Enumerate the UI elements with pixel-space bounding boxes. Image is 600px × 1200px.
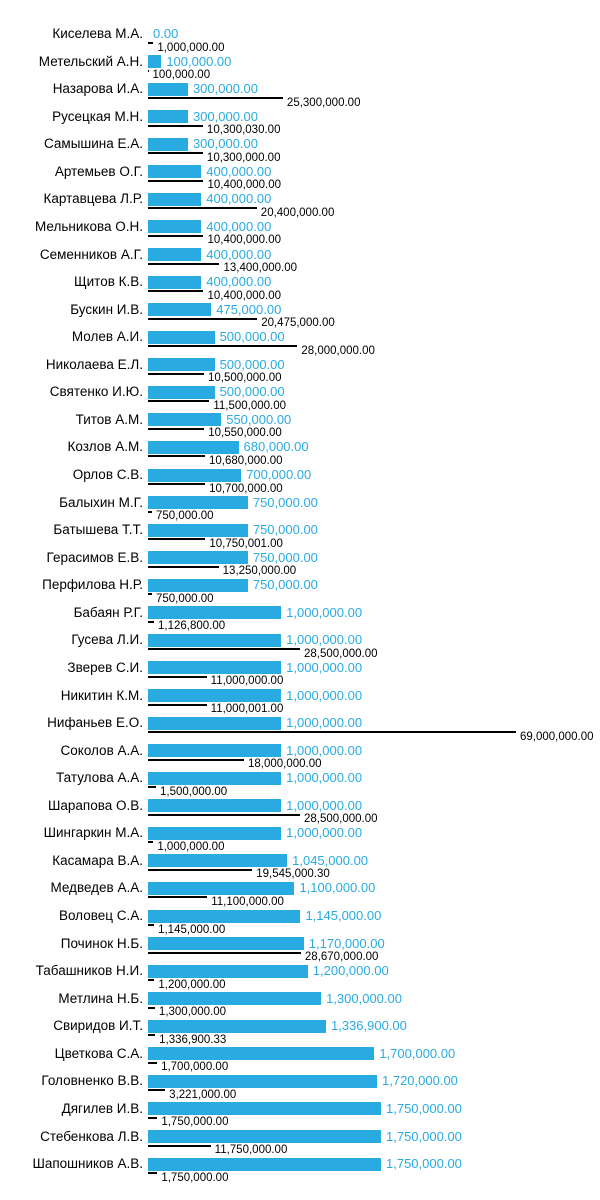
row-name-label: Гусева Л.И. (71, 632, 143, 648)
bar-value-label: 100,000.00 (166, 53, 232, 69)
row-name-label: Дягилев И.В. (61, 1100, 143, 1116)
bar-value-label: 1,000,000.00 (286, 797, 363, 813)
rule-value-label: 1,200,000.00 (158, 978, 226, 991)
rule-line (148, 924, 154, 926)
bar-value-label: 750,000.00 (252, 522, 318, 538)
rule-line (148, 676, 207, 678)
rule-line (148, 152, 203, 154)
row-name-label: Починок Н.Б. (60, 935, 143, 951)
chart-row (0, 248, 600, 276)
chart-row (0, 275, 600, 303)
bar (148, 220, 201, 233)
chart-row (0, 1130, 600, 1158)
bar-value-label: 1,000,000.00 (286, 687, 363, 703)
bar (148, 303, 211, 316)
rule-line (148, 841, 153, 843)
bar (148, 965, 308, 978)
rule-value-label: 25,300,000.00 (286, 96, 361, 109)
chart-row (0, 633, 600, 661)
chart-row (0, 358, 600, 386)
row-name-label: Титов А.М. (75, 411, 143, 427)
row-name-label: Никитин К.М. (60, 687, 143, 703)
row-name-label: Щитов К.В. (73, 274, 143, 290)
chart-row (0, 689, 600, 717)
rule-value-label: 100,000.00 (152, 69, 211, 82)
row-name-label: Стебенкова Л.В. (40, 1128, 143, 1144)
chart-row (0, 330, 600, 358)
chart-row (0, 964, 600, 992)
bar-value-label: 400,000.00 (206, 218, 272, 234)
bar-value-label: 1,336,900.00 (330, 1018, 407, 1034)
rule-line (148, 483, 205, 485)
rule-value-label: 750,000.00 (156, 592, 214, 605)
rule-line (148, 235, 203, 237)
rule-line (148, 1007, 155, 1009)
rule-line (148, 979, 154, 981)
chart-row (0, 854, 600, 882)
bar-value-label: 1,720,000.00 (382, 1073, 458, 1089)
bar-value-label: 1,000,000.00 (286, 604, 363, 620)
bar (148, 1075, 377, 1088)
row-name-label: Соколов А.А. (60, 742, 143, 758)
rule-value-label: 10,700,000.00 (209, 482, 283, 495)
bar (148, 937, 304, 950)
rule-line (148, 70, 149, 72)
bar-value-label: 750,000.00 (252, 549, 318, 565)
chart-row (0, 937, 600, 965)
bar (148, 138, 188, 151)
bar-value-label: 400,000.00 (206, 163, 272, 179)
rule-value-label: 1,700,000.00 (161, 1061, 229, 1074)
rule-value-label: 10,300,000.00 (206, 151, 281, 164)
rule-value-label: 28,500,000.00 (304, 647, 378, 660)
rule-line (148, 1062, 157, 1064)
bar-value-label: 400,000.00 (206, 246, 272, 262)
chart-row (0, 551, 600, 579)
bar-value-label: 1,200,000.00 (312, 963, 389, 979)
rule-line (148, 125, 203, 127)
bar (148, 1020, 326, 1033)
row-name-label: Перфилова Н.Р. (42, 577, 143, 593)
row-name-label: Самышина Е.А. (44, 136, 143, 152)
rule-line (148, 318, 257, 320)
row-name-label: Нифаньев Е.О. (47, 715, 143, 731)
row-name-label: Свиридов И.Т. (53, 1018, 143, 1034)
row-name-label: Воловец С.А. (58, 908, 143, 923)
bar (148, 413, 221, 426)
bar-value-label: 1,170,000.00 (308, 935, 385, 951)
rule-value-label: 1,145,000.00 (158, 923, 226, 936)
chart-row (0, 1074, 600, 1102)
rule-line (148, 1117, 157, 1119)
bar (148, 744, 281, 757)
rule-value-label: 750,000.00 (156, 510, 214, 523)
row-name-label: Зверев С.И. (67, 659, 143, 675)
rule-line (148, 263, 219, 265)
row-name-label: Козлов А.М. (67, 439, 143, 455)
rule-value-label: 10,300,030.00 (206, 124, 281, 137)
row-name-label: Метлина Н.Б. (58, 990, 143, 1006)
bar-value-label: 1,750,000.00 (386, 1100, 462, 1116)
rule-value-label: 20,400,000.00 (260, 206, 335, 219)
row-name-label: Семенников А.Г. (39, 246, 143, 262)
chart-row (0, 1019, 600, 1047)
row-name-label: Татулова А.А. (56, 770, 143, 786)
bar-value-label: 680,000.00 (243, 439, 309, 455)
bar (148, 579, 248, 592)
row-name-label: Орлов С.В. (72, 467, 143, 482)
chart-row (0, 1157, 600, 1185)
bar-value-label: 1,000,000.00 (286, 825, 363, 841)
rule-value-label: 10,550,000.00 (208, 427, 282, 440)
rule-line (148, 621, 154, 623)
bar (148, 1130, 381, 1143)
row-name-label: Картавцева Л.Р. (43, 191, 143, 207)
chart-row (0, 606, 600, 634)
bar-value-label: 1,700,000.00 (379, 1045, 456, 1061)
rule-line (148, 511, 152, 513)
bar-value-label: 1,045,000.00 (292, 852, 369, 868)
rule-value-label: 28,000,000.00 (301, 344, 375, 357)
rule-value-label: 1,750,000.00 (161, 1116, 229, 1129)
bar (148, 717, 281, 730)
bar-value-label: 300,000.00 (192, 81, 259, 97)
bar (148, 276, 201, 289)
bar (148, 469, 241, 482)
bar (148, 689, 281, 702)
chart-row (0, 468, 600, 496)
chart-row (0, 1102, 600, 1130)
chart-row (0, 220, 600, 248)
row-name-label: Назарова И.А. (52, 81, 143, 97)
bar (148, 1102, 381, 1115)
chart-row (0, 440, 600, 468)
rule-value-label: 1,000,000.00 (157, 840, 225, 853)
chart-row (0, 716, 600, 744)
rule-value-label: 13,250,000.00 (222, 565, 297, 578)
chart-row (0, 1047, 600, 1075)
bar (148, 331, 215, 344)
rule-line (148, 1089, 165, 1091)
rule-value-label: 11,750,000.00 (214, 1144, 288, 1156)
row-name-label: Цветкова С.А. (54, 1045, 143, 1061)
bar-value-label: 475,000.00 (216, 301, 282, 317)
chart-row (0, 523, 600, 551)
row-name-label: Шапошников А.В. (32, 1156, 143, 1172)
chart-row (0, 799, 600, 827)
rule-line (148, 42, 153, 44)
rule-line (148, 704, 207, 706)
chart-row (0, 303, 600, 331)
rule-line (148, 97, 283, 99)
rule-line (148, 869, 252, 871)
row-name-label: Артемьев О.Г. (54, 163, 143, 179)
bar-value-label: 700,000.00 (246, 467, 312, 482)
bar (148, 83, 188, 96)
row-name-label: Бабаян Р.Г. (73, 604, 143, 620)
bar (148, 358, 215, 371)
rule-line (148, 731, 516, 733)
row-name-label: Головненко В.В. (41, 1073, 143, 1089)
bar (148, 386, 215, 399)
bar-value-label: 400,000.00 (206, 274, 272, 290)
bar (148, 799, 281, 812)
rule-value-label: 11,000,000.00 (210, 675, 284, 688)
rule-line (148, 593, 152, 595)
rule-line (148, 814, 300, 816)
row-name-label: Батышева Т.Т. (53, 522, 143, 538)
row-name-label: Русецкая М.Н. (52, 108, 143, 124)
bar-value-label: 400,000.00 (206, 191, 272, 207)
rule-value-label: 28,670,000.00 (304, 951, 379, 964)
row-name-label: Мельникова О.Н. (35, 218, 143, 234)
rule-value-label: 19,545,000.30 (256, 868, 330, 881)
rule-value-label: 1,500,000.00 (160, 785, 228, 798)
chart-row (0, 771, 600, 799)
chart-row (0, 27, 600, 55)
rule-line (148, 538, 205, 540)
chart-row (0, 496, 600, 524)
rule-line (148, 896, 207, 898)
bar (148, 772, 281, 785)
bar (148, 193, 201, 206)
rule-value-label: 1,300,000.00 (158, 1006, 227, 1019)
bar (148, 1158, 381, 1171)
row-name-label: Молев А.И. (71, 329, 143, 345)
bar-value-label: 750,000.00 (252, 494, 318, 510)
chart-row (0, 992, 600, 1020)
chart-row (0, 413, 600, 441)
rule-value-label: 11,500,000.00 (213, 399, 287, 412)
bar (148, 854, 287, 867)
bar-value-label: 500,000.00 (219, 384, 285, 400)
row-name-label: Николаева Е.Л. (45, 356, 143, 372)
bar-value-label: 1,000,000.00 (286, 770, 363, 786)
bar (148, 524, 248, 537)
rule-line (148, 1034, 155, 1036)
bar-value-label: 1,000,000.00 (286, 632, 363, 648)
rule-line (148, 180, 203, 182)
chart-row (0, 55, 600, 83)
bar (148, 165, 201, 178)
bar (148, 110, 188, 123)
chart-row (0, 744, 600, 772)
bar-value-label: 750,000.00 (252, 577, 318, 593)
rule-value-label: 20,475,000.00 (261, 317, 335, 330)
bar (148, 551, 248, 564)
rule-line (148, 400, 209, 402)
chart-row (0, 385, 600, 413)
bar (148, 992, 321, 1005)
bar (148, 882, 294, 895)
rule-line (148, 759, 244, 761)
row-name-label: Святенко И.Ю. (49, 384, 143, 400)
rule-line (148, 1145, 211, 1147)
chart-row (0, 82, 600, 110)
bar-value-label: 300,000.00 (192, 136, 259, 152)
bar (148, 441, 239, 454)
rule-line (148, 648, 300, 650)
row-name-label: Киселева М.А. (52, 26, 143, 41)
rule-line (148, 290, 203, 292)
row-name-label: Балыхин М.Г. (59, 494, 143, 510)
row-name-label: Медведев А.А. (50, 880, 143, 896)
bar-value-label: 500,000.00 (219, 356, 285, 372)
bar-value-label: 1,300,000.00 (326, 990, 402, 1006)
row-name-label: Касамара В.А. (52, 852, 143, 868)
rule-value-label: 10,400,000.00 (207, 234, 281, 247)
bar-value-label: 500,000.00 (219, 329, 285, 345)
chart-row (0, 578, 600, 606)
bar-value-label: 1,000,000.00 (286, 659, 363, 675)
chart-row (0, 909, 600, 937)
rule-line (148, 786, 156, 788)
row-name-label: Табашников Н.И. (35, 963, 143, 979)
rule-line (148, 1172, 157, 1174)
rule-line (148, 373, 204, 375)
row-name-label: Бускин И.В. (70, 301, 143, 317)
bar-value-label: 1,100,000.00 (299, 880, 376, 896)
bar (148, 55, 161, 68)
rule-value-label: 1,750,000.00 (161, 1171, 229, 1184)
chart-row (0, 110, 600, 138)
bar (148, 1047, 374, 1060)
rule-value-label: 1,126,800.00 (158, 620, 226, 633)
rule-line (148, 566, 219, 568)
rule-line (148, 428, 204, 430)
rule-value-label: 10,400,000.00 (207, 289, 281, 302)
bar-value-label: 0.00 (153, 26, 179, 41)
rule-value-label: 11,100,000.00 (211, 895, 284, 908)
bar-value-label: 1,145,000.00 (305, 908, 382, 923)
bar-value-label: 1,750,000.00 (386, 1128, 462, 1144)
bar (148, 248, 201, 261)
rule-line (148, 952, 301, 954)
bar (148, 606, 281, 619)
chart-row (0, 165, 600, 193)
row-name-label: Герасимов Е.В. (46, 549, 143, 565)
chart-row (0, 826, 600, 854)
rule-line (148, 455, 205, 457)
chart-row (0, 192, 600, 220)
chart-row (0, 881, 600, 909)
rule-value-label: 10,680,000.00 (208, 454, 283, 467)
rule-value-label: 18,000,000.00 (248, 758, 322, 771)
bar (148, 827, 281, 840)
bar (148, 910, 300, 923)
bar-value-label: 1,000,000.00 (286, 742, 363, 758)
rule-line (148, 207, 257, 209)
rule-value-label: 69,000,000.00 (520, 730, 594, 743)
rule-value-label: 10,750,001.00 (209, 537, 283, 550)
rule-value-label: 1,000,000.00 (157, 41, 225, 54)
rule-value-label: 1,336,900.33 (159, 1033, 227, 1046)
row-name-label: Метельский А.Н. (38, 53, 143, 69)
bar-value-label: 1,750,000.00 (386, 1156, 462, 1172)
rule-value-label: 28,500,000.00 (304, 813, 378, 826)
row-name-label: Шарапова О.В. (47, 797, 143, 813)
rule-value-label: 10,400,000.00 (207, 179, 281, 192)
bar-value-label: 550,000.00 (226, 411, 292, 427)
bar (148, 634, 281, 647)
bar (148, 496, 248, 509)
rule-line (148, 345, 297, 347)
rule-value-label: 11,000,001.00 (210, 703, 284, 715)
bar-value-label: 300,000.00 (192, 108, 259, 124)
chart-row (0, 137, 600, 165)
rule-value-label: 10,500,000.00 (208, 372, 282, 385)
bar-value-label: 1,000,000.00 (286, 715, 363, 731)
chart-row (0, 661, 600, 689)
rule-value-label: 13,400,000.00 (223, 262, 297, 274)
rule-value-label: 3,221,000.00 (169, 1088, 237, 1101)
row-name-label: Шингаркин М.А. (43, 825, 143, 841)
bar (148, 661, 281, 674)
